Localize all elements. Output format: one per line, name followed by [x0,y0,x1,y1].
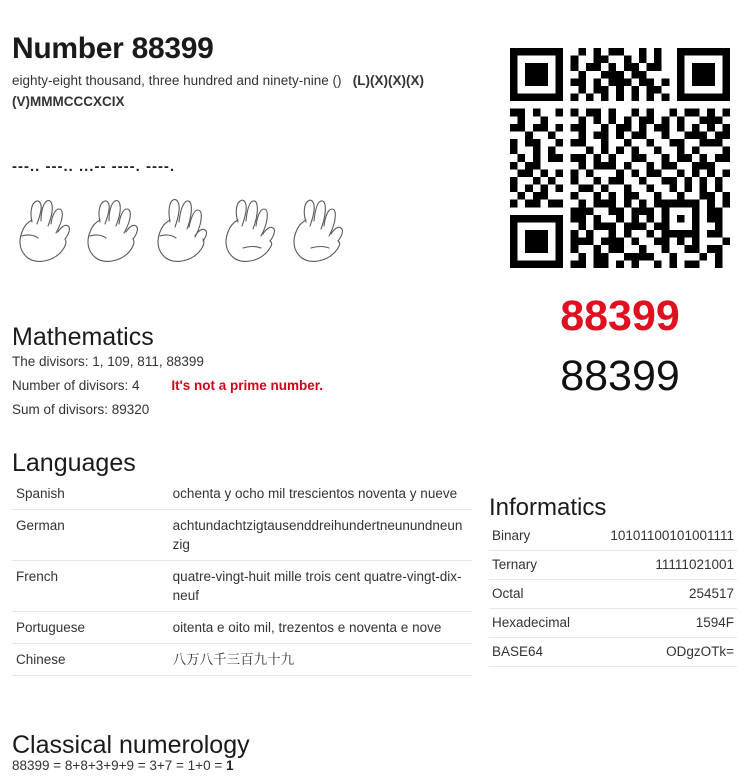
informatics-name: Octal [489,580,587,609]
number-red: 88399 [560,292,680,340]
morse-code: ---.. ---.. ...-- ----. ----. [12,158,176,175]
informatics-name: Hexadecimal [489,609,587,638]
languages-heading: Languages [12,448,136,477]
table-row [489,638,737,667]
informatics-value: 11111021001 [587,551,737,580]
language-name: Portuguese [12,612,169,644]
language-name: German [12,510,169,561]
divisor-count-text: Number of divisors: 4 [12,378,140,393]
language-name: Spanish [12,478,169,510]
table-row [12,612,472,644]
table-row [12,644,472,676]
words-text: eighty-eight thousand, three hundred and ninety-nine [12,73,329,88]
roman-part-2: (X)(X)(V)MMMCCCXCIX [12,73,424,109]
numerology-heading: Classical numerology [12,730,250,759]
hand-sign-digits [8,192,348,272]
language-value: 八万八千三百九十九 [169,644,472,676]
qr-code [510,48,730,268]
language-value: oitenta e oito mil, trezentos e noventa e nove [169,612,472,644]
language-value: quatre-vingt-huit mille trois cent quatre-vingt-dix-neuf [169,561,472,612]
informatics-name: Binary [489,522,587,551]
languages-table [12,478,472,676]
table-row [489,522,737,551]
number-black: 88399 [560,352,680,400]
mathematics-facts [12,350,323,422]
divisor-sum-text: Sum of divisors: 89320 [12,402,150,417]
mathematics-heading: Mathematics [12,322,154,351]
numerology-result: 1 [225,758,234,773]
informatics-table [489,522,737,667]
table-row [12,510,472,561]
informatics-value: ODgzOTk= [587,638,737,667]
roman-part-1: (L)(X) [352,73,388,88]
table-row [489,580,737,609]
divisor-count-line [12,374,323,398]
divisors-line [12,350,323,374]
words-paren: () [332,73,342,88]
table-row [489,551,737,580]
informatics-value: 1594F [587,609,737,638]
language-value: ochenta y ocho mil trescientos noventa y nueve [169,478,472,510]
numerology-formula-text: 88399 = 8+8+3+9+9 = 3+7 = 1+0 = [12,758,226,773]
numerology-formula [12,758,233,773]
number-in-words [12,70,482,112]
informatics-heading: Informatics [489,493,607,521]
table-row [489,609,737,638]
table-row [12,561,472,612]
prime-status-badge: It's not a prime number. [171,378,324,393]
page-title: Number 88399 [12,32,214,66]
language-value: achtundachtzigtausenddreihundertneunundneunzig [169,510,472,561]
informatics-name: Ternary [489,551,587,580]
language-name: Chinese [12,644,169,676]
divisor-sum-line [12,398,323,422]
table-row [12,478,472,510]
informatics-value: 10101100101001111 [587,522,737,551]
language-name: French [12,561,169,612]
informatics-value: 254517 [587,580,737,609]
informatics-name: BASE64 [489,638,587,667]
divisors-text: The divisors: 1, 109, 811, 88399 [12,354,204,369]
